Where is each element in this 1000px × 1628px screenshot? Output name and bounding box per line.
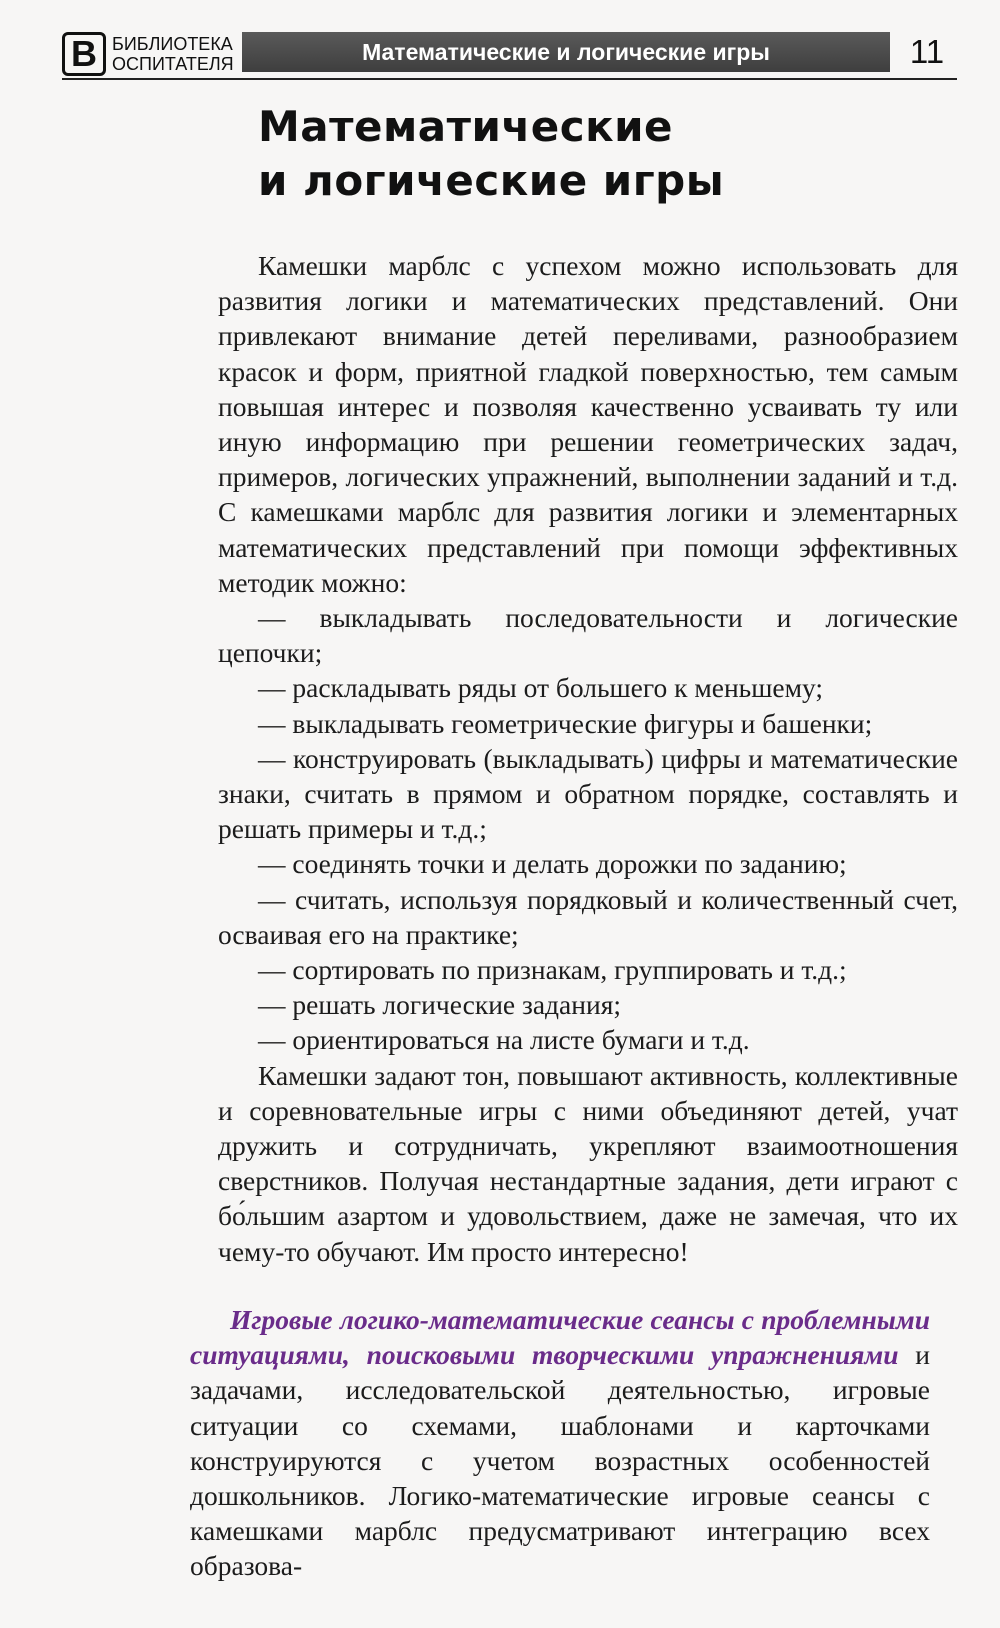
series-logo	[62, 32, 242, 76]
logo-text	[112, 34, 234, 74]
header-divider	[62, 78, 957, 80]
title-line-1: Математические	[258, 102, 674, 151]
main-text-block	[218, 248, 958, 1269]
list-item: — сортировать по признакам, группировать и т.д.;	[258, 954, 847, 986]
lower-text-block	[190, 1302, 930, 1584]
list-item: — конструировать (выкладывать) цифры и математические знаки, считать в прямом и обратном порядке, составлять и решать примеры и т.д.;	[218, 742, 958, 845]
list-item: — решать логические задания;	[258, 989, 621, 1021]
running-header	[62, 30, 957, 84]
third-paragraph-rest: и задачами, исследовательской деятельностью, игровые ситуации со схемами, шаблонами и карточками конструируются с учетом возрастных особенностей дошкольников. Логико-математические игровые сеансы с камешками марблс предусматривают интеграцию всех образова-	[190, 1339, 930, 1582]
logo-letter: В	[62, 32, 106, 76]
intro-paragraph: Камешки марблс с успехом можно использовать для развития логики и математических представлений. Они привлекают внимание детей переливами, разнообразием красок и форм, приятной гладкой поверхностью, тем самым повышая интерес и позволяя качественно усваивать ту или иную информацию при решении геометрических задач, примеров, логических упражнений, выполнении заданий и т.д. С камешками марблс для развития логики и элементарных математических представлений при помощи эффективных методик можно:	[218, 250, 958, 598]
logo-line-2: ОСПИТАТЕЛЯ	[112, 54, 234, 74]
title-line-2: и логические игры	[258, 156, 725, 205]
list-item: — выкладывать последовательности и логические цепочки;	[218, 602, 958, 669]
logo-line-1: БИБЛИОТЕКА	[112, 34, 233, 54]
section-title: Математические и логические игры	[242, 32, 890, 72]
list-item: — считать, используя порядковый и количественный счет, осваивая его на практике;	[218, 883, 958, 950]
list-item: — ориентироваться на листе бумаги и т.д.	[258, 1024, 750, 1056]
page-number: 11	[909, 33, 945, 70]
emphasis-phrase: Игровые логико-математические сеансы с проблемными ситуациями, поисковыми творческими упражнениями	[190, 1304, 930, 1371]
page-title	[258, 100, 724, 208]
list-item: — раскладывать ряды от большего к меньшему;	[258, 672, 824, 704]
second-paragraph: Камешки задают тон, повышают активность, коллективные и соревновательные игры с ними объединяют детей, учат дружить и сотрудничать, укрепляют взаимоотношения сверстников. Получая нестандартные задания, дети играют с бо́льшим азартом и удовольствием, даже не замечая, что их чему-то обучают. Им просто интересно!	[218, 1059, 958, 1267]
list-item: — выкладывать геометрические фигуры и башенки;	[258, 707, 873, 739]
third-paragraph	[190, 1302, 930, 1584]
list-item: — соединять точки и делать дорожки по заданию;	[258, 848, 847, 880]
